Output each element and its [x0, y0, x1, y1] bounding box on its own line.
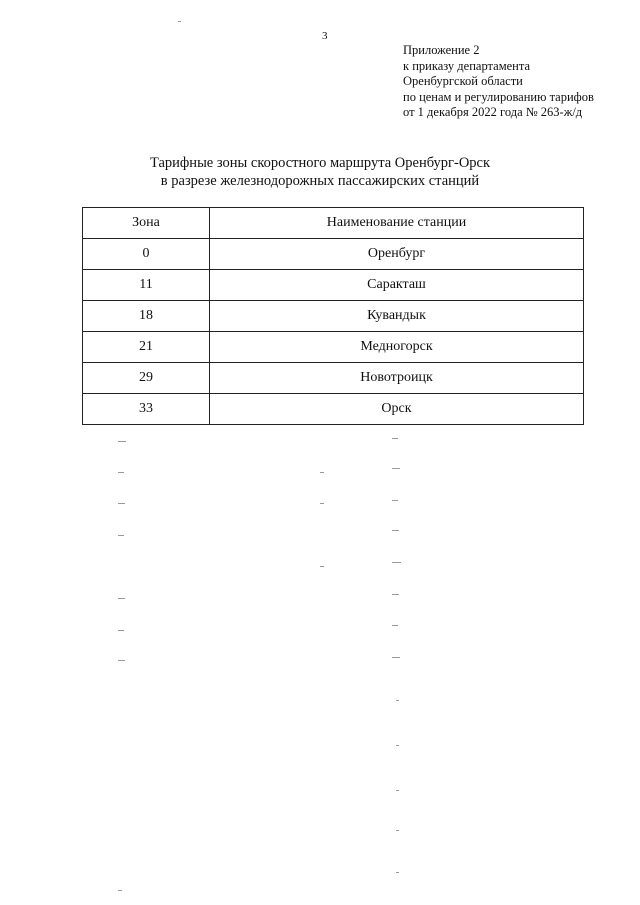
station-cell: Новотроицк — [210, 363, 584, 394]
zone-cell: 0 — [83, 239, 210, 270]
title-line: в разрезе железнодорожных пассажирских станций — [160, 173, 480, 189]
appendix-line: по ценам и регулированию тарифов — [403, 89, 594, 104]
header-zone: Зона — [83, 208, 210, 239]
title-line: Тарифные зоны скоростного маршрута Оренбург-Орск — [149, 155, 491, 171]
appendix-line: от 1 декабря 2022 года № 263-ж/д — [403, 105, 583, 119]
table-row — [83, 363, 584, 394]
appendix-line: Приложение 2 — [403, 43, 480, 57]
station-cell: Оренбург — [210, 239, 584, 270]
table-row — [83, 332, 584, 363]
table-row — [83, 270, 584, 301]
appendix-line: Оренбургской области — [403, 74, 523, 88]
zone-cell: 11 — [83, 270, 210, 301]
document-title — [0, 154, 640, 190]
zone-cell: 29 — [83, 363, 210, 394]
page-number: 3 — [322, 30, 328, 42]
table-row — [83, 239, 584, 270]
header-station-name: Наименование станции — [210, 208, 584, 239]
zone-cell: 18 — [83, 301, 210, 332]
station-cell: Саракташ — [210, 270, 584, 301]
tariff-zones-table — [82, 207, 584, 425]
table-header-row — [83, 208, 584, 239]
appendix-line: к приказу департамента — [403, 58, 531, 73]
table-row — [83, 301, 584, 332]
appendix-block — [403, 43, 594, 121]
station-cell: Орск — [210, 394, 584, 425]
station-cell: Медногорск — [210, 332, 584, 363]
station-cell: Кувандык — [210, 301, 584, 332]
table-row — [83, 394, 584, 425]
zone-cell: 21 — [83, 332, 210, 363]
zone-cell: 33 — [83, 394, 210, 425]
